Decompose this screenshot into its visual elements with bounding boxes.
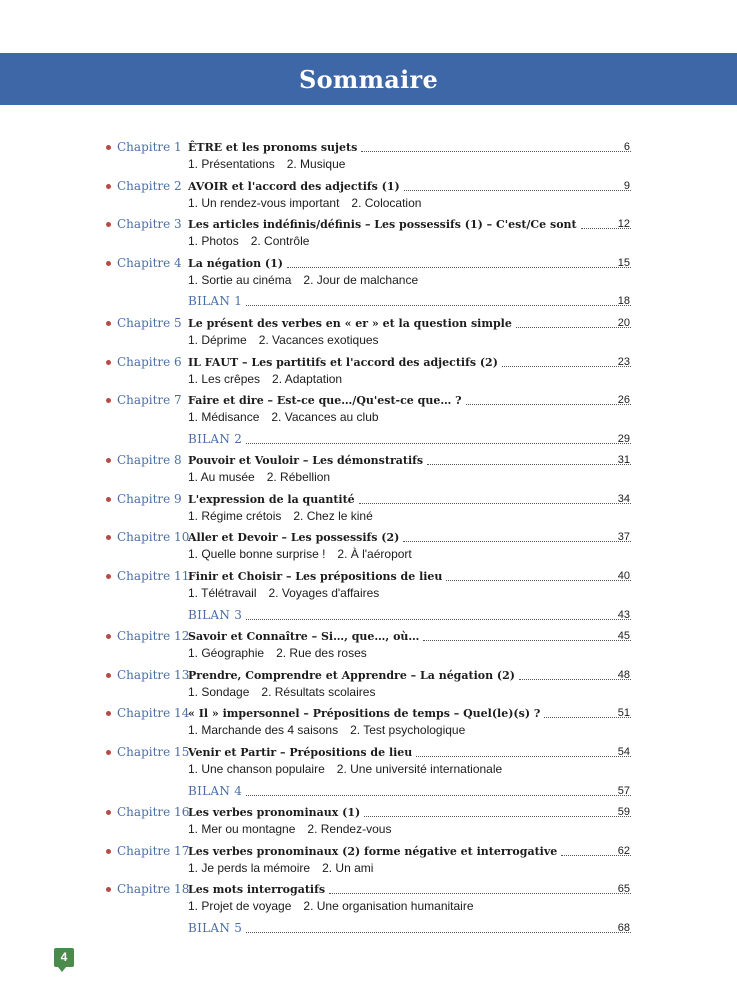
bullet-icon <box>106 849 111 854</box>
bilan-title: BILAN 2 <box>188 432 243 446</box>
chapter-label: Chapitre 6 <box>117 355 182 369</box>
subtopic-item: 1. Marchande des 4 saisons <box>188 723 339 737</box>
dotted-leader <box>502 366 631 367</box>
chapter-subtopics <box>188 723 477 738</box>
chapter-subtopics <box>188 646 379 661</box>
chapter-subtopics <box>188 470 342 485</box>
bullet-icon <box>106 673 111 678</box>
subtopic-item: 2. Jour de malchance <box>303 273 419 287</box>
chapter-subtopics <box>188 372 354 387</box>
toc-leader-line <box>188 844 631 859</box>
page-number: 40 <box>617 570 630 582</box>
toc-chapter-entry <box>0 530 737 564</box>
subtopic-item: 1. Je perds la mémoire <box>188 861 311 875</box>
toc-leader-line <box>188 608 631 623</box>
bullet-icon <box>106 497 111 502</box>
chapter-title: Pouvoir et Vouloir – Les démonstratifs <box>188 454 424 467</box>
bullet-icon <box>106 810 111 815</box>
chapter-subtopics <box>188 547 424 562</box>
toc-leader-line <box>188 569 631 584</box>
toc-chapter-entry <box>0 629 737 663</box>
chapter-label: Chapitre 2 <box>117 179 182 193</box>
bilan-title: BILAN 3 <box>188 608 243 622</box>
chapter-subtopics <box>188 273 430 288</box>
dotted-leader <box>404 190 631 191</box>
dotted-leader <box>246 619 631 620</box>
subtopic-item: 1. Quelle bonne surprise ! <box>188 547 326 561</box>
page-number: 9 <box>623 180 630 192</box>
bullet-icon <box>106 321 111 326</box>
chapter-subtopics <box>188 509 385 524</box>
bullet-icon <box>106 887 111 892</box>
subtopic-item: 2. Un ami <box>322 861 374 875</box>
chapter-title: Les verbes pronominaux (2) forme négative et interrogative <box>188 845 558 858</box>
subtopic-item: 1. Les crêpes <box>188 372 261 386</box>
subtopic-item: 2. À l'aéroport <box>337 547 412 561</box>
subtopic-item: 1. Mer ou montagne <box>188 822 296 836</box>
subtopic-item: 1. Projet de voyage <box>188 899 292 913</box>
bullet-icon <box>106 750 111 755</box>
chapter-subtopics <box>188 234 321 249</box>
dotted-leader <box>246 932 631 933</box>
chapter-title: ÊTRE et les pronoms sujets <box>188 141 358 154</box>
toc-chapter-entry <box>0 179 737 213</box>
subtopic-item: 1. Régime crétois <box>188 509 282 523</box>
page-number-badge: 4 <box>54 948 74 967</box>
page-number: 51 <box>617 707 630 719</box>
subtopic-item: 2. Une organisation humanitaire <box>303 899 474 913</box>
toc-chapter-entry <box>0 355 737 389</box>
chapter-title: Aller et Devoir – Les possessifs (2) <box>188 531 400 544</box>
subtopic-item: 1. Médisance <box>188 410 260 424</box>
chapter-subtopics <box>188 899 486 914</box>
toc-leader-line <box>188 217 631 232</box>
subtopic-item: 2. Voyages d'affaires <box>268 586 380 600</box>
subtopic-item: 2. Musique <box>286 157 346 171</box>
chapter-label: Chapitre 17 <box>117 844 190 858</box>
toc-chapter-entry <box>0 492 737 526</box>
page-number: 29 <box>617 433 630 445</box>
subtopic-item: 2. Rébellion <box>266 470 331 484</box>
chapter-label: Chapitre 1 <box>117 140 182 154</box>
subtopic-item: 2. Rue des roses <box>276 646 367 660</box>
page-number: 6 <box>623 141 630 153</box>
subtopic-item: 2. Vacances exotiques <box>258 333 379 347</box>
toc-leader-line <box>188 668 631 683</box>
toc-chapter-entry <box>0 882 737 916</box>
toc-leader-line <box>188 256 631 271</box>
toc-leader-line <box>188 393 631 408</box>
dotted-leader <box>446 580 631 581</box>
toc-chapter-entry <box>0 668 737 702</box>
toc-leader-line <box>188 355 631 370</box>
chapter-title: Les verbes pronominaux (1) <box>188 806 361 819</box>
chapter-title: La négation (1) <box>188 257 283 270</box>
page-number: 31 <box>617 454 630 466</box>
page-number: 62 <box>617 845 630 857</box>
bullet-icon <box>106 184 111 189</box>
chapter-title: Le présent des verbes en « er » et la question simple <box>188 317 512 330</box>
chapter-label: Chapitre 7 <box>117 393 182 407</box>
subtopic-item: 2. Vacances au club <box>271 410 379 424</box>
chapter-title: Finir et Choisir – Les prépositions de lieu <box>188 570 443 583</box>
chapter-title: Savoir et Connaître – Si…, que…, où… <box>188 630 420 643</box>
chapter-title: Les mots interrogatifs <box>188 883 326 896</box>
chapter-subtopics <box>188 822 403 837</box>
toc-leader-line <box>188 629 631 644</box>
chapter-title: AVOIR et l'accord des adjectifs (1) <box>188 180 400 193</box>
toc-leader-line <box>188 316 631 331</box>
bilan-title: BILAN 1 <box>188 294 243 308</box>
subtopic-item: 1. Au musée <box>188 470 255 484</box>
chapter-label: Chapitre 9 <box>117 492 182 506</box>
bullet-icon <box>106 458 111 463</box>
toc-leader-line <box>188 805 631 820</box>
subtopic-item: 2. Une université internationale <box>336 762 503 776</box>
subtopic-item: 1. Géographie <box>188 646 265 660</box>
page-number: 15 <box>617 257 630 269</box>
bullet-icon <box>106 398 111 403</box>
toc-leader-line <box>188 453 631 468</box>
toc-leader-line <box>188 882 631 897</box>
toc-bilan-entry <box>0 921 737 955</box>
toc-leader-line <box>188 492 631 507</box>
page-number: 37 <box>617 531 630 543</box>
chapter-label: Chapitre 12 <box>117 629 190 643</box>
dotted-leader <box>416 756 631 757</box>
toc-leader-line <box>188 530 631 545</box>
toc-leader-line <box>188 921 631 936</box>
dotted-leader <box>246 305 631 306</box>
chapter-label: Chapitre 11 <box>117 569 190 583</box>
bullet-icon <box>106 360 111 365</box>
subtopic-item: 2. Adaptation <box>272 372 343 386</box>
bullet-icon <box>106 222 111 227</box>
toc-chapter-entry <box>0 844 737 878</box>
dotted-leader <box>246 795 631 796</box>
dotted-leader <box>361 151 631 152</box>
page-number: 54 <box>617 746 630 758</box>
dotted-leader <box>364 816 631 817</box>
page-number: 45 <box>617 630 630 642</box>
chapter-subtopics <box>188 333 391 348</box>
dotted-leader <box>466 404 631 405</box>
subtopic-item: 2. Résultats scolaires <box>261 685 376 699</box>
chapter-title: L'expression de la quantité <box>188 493 355 506</box>
toc-leader-line <box>188 140 631 155</box>
toc-leader-line <box>188 706 631 721</box>
chapter-label: Chapitre 4 <box>117 256 182 270</box>
bullet-icon <box>106 711 111 716</box>
chapter-title: « Il » impersonnel – Prépositions de temps – Quel(le)(s) ? <box>188 707 541 720</box>
chapter-title: Prendre, Comprendre et Apprendre – La négation (2) <box>188 669 515 682</box>
bullet-icon <box>106 261 111 266</box>
chapter-title: Faire et dire – Est-ce que…/Qu'est-ce que… ? <box>188 394 462 407</box>
chapter-subtopics <box>188 157 357 172</box>
page-number: 18 <box>617 295 630 307</box>
subtopic-item: 1. Télétravail <box>188 586 257 600</box>
chapter-title: Les articles indéfinis/définis – Les possessifs (1) – C'est/Ce sont <box>188 218 577 231</box>
toc-chapter-entry <box>0 706 737 740</box>
subtopic-item: 1. Photos <box>188 234 239 248</box>
toc-chapter-entry <box>0 140 737 174</box>
chapter-subtopics <box>188 685 387 700</box>
dotted-leader <box>423 640 631 641</box>
bilan-title: BILAN 4 <box>188 784 243 798</box>
subtopic-item: 2. Rendez-vous <box>307 822 392 836</box>
toc-chapter-entry <box>0 217 737 251</box>
subtopic-item: 1. Déprime <box>188 333 247 347</box>
toc-chapter-entry <box>0 453 737 487</box>
chapter-subtopics <box>188 410 391 425</box>
subtopic-item: 1. Un rendez-vous important <box>188 196 340 210</box>
chapter-label: Chapitre 10 <box>117 530 190 544</box>
page-title: Sommaire <box>298 64 439 94</box>
dotted-leader <box>246 443 631 444</box>
toc-chapter-entry <box>0 393 737 427</box>
bullet-icon <box>106 535 111 540</box>
page-number: 68 <box>617 922 630 934</box>
subtopic-item: 2. Colocation <box>351 196 422 210</box>
dotted-leader <box>329 893 631 894</box>
toc-leader-line <box>188 294 631 309</box>
chapter-title: IL FAUT – Les partitifs et l'accord des adjectifs (2) <box>188 356 498 369</box>
toc-leader-line <box>188 179 631 194</box>
dotted-leader <box>359 503 631 504</box>
bullet-icon <box>106 145 111 150</box>
subtopic-item: 1. Présentations <box>188 157 275 171</box>
chapter-label: Chapitre 5 <box>117 316 182 330</box>
page-number: 48 <box>617 669 630 681</box>
toc-leader-line <box>188 432 631 447</box>
chapter-label: Chapitre 15 <box>117 745 190 759</box>
subtopic-item: 1. Une chanson populaire <box>188 762 325 776</box>
chapter-label: Chapitre 18 <box>117 882 190 896</box>
sommaire-header <box>0 53 737 105</box>
toc-chapter-entry <box>0 256 737 290</box>
chapter-title: Venir et Partir – Prépositions de lieu <box>188 746 413 759</box>
chapter-label: Chapitre 13 <box>117 668 190 682</box>
toc-chapter-entry <box>0 745 737 779</box>
chapter-label: Chapitre 16 <box>117 805 190 819</box>
page-number: 26 <box>617 394 630 406</box>
toc-leader-line <box>188 784 631 799</box>
page-number: 23 <box>617 356 630 368</box>
page-number: 59 <box>617 806 630 818</box>
bullet-icon <box>106 634 111 639</box>
toc-leader-line <box>188 745 631 760</box>
chapter-subtopics <box>188 861 385 876</box>
bullet-icon <box>106 574 111 579</box>
page-number: 43 <box>617 609 630 621</box>
dotted-leader <box>427 464 631 465</box>
subtopic-item: 2. Chez le kiné <box>293 509 373 523</box>
page-number: 34 <box>617 493 630 505</box>
chapter-subtopics <box>188 196 433 211</box>
chapter-subtopics <box>188 762 514 777</box>
dotted-leader <box>403 541 631 542</box>
subtopic-item: 1. Sortie au cinéma <box>188 273 292 287</box>
toc-chapter-entry <box>0 316 737 350</box>
page-number: 57 <box>617 785 630 797</box>
chapter-label: Chapitre 3 <box>117 217 182 231</box>
toc-chapter-entry <box>0 569 737 603</box>
subtopic-item: 2. Test psychologique <box>350 723 466 737</box>
bilan-title: BILAN 5 <box>188 921 243 935</box>
page-number: 12 <box>617 218 630 230</box>
chapter-subtopics <box>188 586 391 601</box>
subtopic-item: 2. Contrôle <box>250 234 310 248</box>
dotted-leader <box>287 267 631 268</box>
subtopic-item: 1. Sondage <box>188 685 250 699</box>
toc-chapter-entry <box>0 805 737 839</box>
page-number: 20 <box>617 317 630 329</box>
page-number: 65 <box>617 883 630 895</box>
chapter-label: Chapitre 8 <box>117 453 182 467</box>
chapter-label: Chapitre 14 <box>117 706 190 720</box>
